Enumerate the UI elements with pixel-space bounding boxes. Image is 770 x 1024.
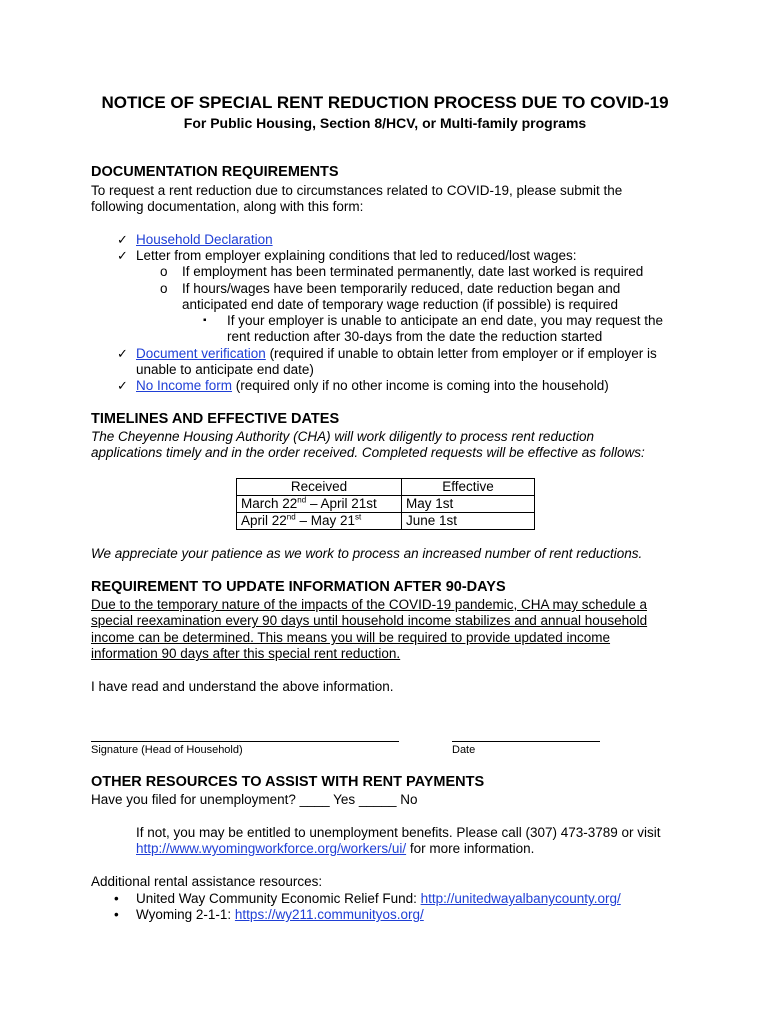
circle-bullet-icon: o	[160, 281, 168, 296]
united-way-item	[136, 891, 621, 908]
page-title: NOTICE OF SPECIAL RENT REDUCTION PROCESS DUE TO COVID-19	[101, 93, 669, 112]
no-income-item	[136, 378, 609, 395]
signature-line[interactable]	[91, 741, 399, 742]
received-date-end: – April 21st	[306, 496, 377, 511]
wyoming-211-text: Wyoming 2-1-1:	[136, 907, 235, 922]
circle-bullet-icon: o	[160, 264, 168, 279]
united-way-link[interactable]: http://unitedwayalbanycounty.org/	[420, 891, 621, 906]
ordinal-suffix: nd	[286, 512, 296, 522]
effective-cell: May 1st	[402, 496, 535, 513]
wyoming-workforce-link[interactable]: http://www.wyomingworkforce.org/workers/ui/	[136, 841, 407, 856]
wyoming-211-item	[136, 907, 424, 924]
date-label: Date	[452, 744, 476, 756]
employer-letter-item: Letter from employer explaining conditions that led to reduced/lost wages:	[136, 248, 577, 263]
received-date-end: – May 21	[295, 513, 355, 528]
no-income-form-link[interactable]: No Income form	[136, 378, 233, 393]
acknowledge-statement: I have read and understand the above information.	[91, 679, 394, 694]
checkmark-icon: ✓	[117, 232, 128, 247]
checkmark-icon: ✓	[117, 248, 128, 263]
document-verification-item	[136, 346, 657, 363]
update-heading: REQUIREMENT TO UPDATE INFORMATION AFTER 90-DAYS	[91, 579, 506, 595]
table-header-row	[237, 479, 535, 496]
resources-heading: OTHER RESOURCES TO ASSIST WITH RENT PAYMENTS	[91, 774, 485, 790]
subsub-item-line1: If your employer is unable to anticipate an end date, you may request the	[227, 313, 664, 328]
sub-item-terminated: If employment has been terminated permanently, date last worked is required	[182, 264, 644, 279]
received-date-start: April 22	[241, 513, 287, 528]
column-header-effective: Effective	[402, 479, 535, 496]
date-line[interactable]	[452, 741, 600, 742]
effective-dates-table	[236, 478, 535, 530]
additional-resources-label: Additional rental assistance resources:	[91, 874, 323, 889]
united-way-text: United Way Community Economic Relief Fund:	[136, 891, 421, 906]
checkmark-icon: ✓	[117, 346, 128, 361]
document-verification-link[interactable]: Document verification	[136, 346, 266, 361]
update-line4: information 90 days after this special rent reduction.	[91, 646, 401, 661]
square-bullet-icon: ▪	[203, 315, 207, 326]
ordinal-suffix: nd	[297, 495, 307, 505]
effective-cell: June 1st	[402, 513, 535, 530]
ordinal-suffix: st	[354, 512, 362, 522]
update-line2: special reexamination every 90 days until household income stabilizes and annual household	[91, 613, 648, 628]
received-cell	[237, 513, 402, 530]
bullet-icon: •	[114, 907, 119, 922]
timelines-heading: TIMELINES AND EFFECTIVE DATES	[91, 411, 340, 427]
checkmark-icon: ✓	[117, 378, 128, 393]
table-row	[237, 496, 535, 513]
document-verification-text: (required if unable to obtain letter from employer or if employer is	[265, 346, 657, 361]
unemployment-question: Have you filed for unemployment? ____ Yes _____ No	[91, 792, 418, 807]
received-cell	[237, 496, 402, 513]
timelines-line2: applications timely and in the order received. Completed requests will be effective as follows:	[91, 445, 645, 460]
bullet-icon: •	[114, 891, 119, 906]
received-date-start: March 22	[241, 496, 298, 511]
subsub-item-line2: rent reduction after 30-days from the date the reduction started	[227, 329, 603, 344]
documentation-heading: DOCUMENTATION REQUIREMENTS	[91, 164, 339, 180]
unemployment-info-line2	[136, 841, 534, 858]
signature-label: Signature (Head of Household)	[91, 744, 243, 756]
table-row	[237, 513, 535, 530]
page-subtitle: For Public Housing, Section 8/HCV, or Multi-family programs	[183, 115, 587, 131]
unemployment-info-line1: If not, you may be entitled to unemployment benefits. Please call (307) 473-3789 or visit	[136, 825, 661, 840]
appreciate-note: We appreciate your patience as we work to process an increased number of rent reductions.	[91, 546, 643, 561]
update-line1: Due to the temporary nature of the impacts of the COVID-19 pandemic, CHA may schedule a	[91, 597, 648, 612]
timelines-line1: The Cheyenne Housing Authority (CHA) will work diligently to process rent reduction	[91, 429, 594, 444]
more-info-text: for more information.	[406, 841, 535, 856]
sub-item-reduced-line1: If hours/wages have been temporarily reduced, date reduction began and	[182, 281, 621, 296]
update-line3: income can be determined. This means you will be required to provide updated income	[91, 630, 611, 645]
household-declaration-link[interactable]: Household Declaration	[136, 232, 273, 247]
sub-item-reduced-line2: anticipated end date of temporary wage reduction (if possible) is required	[182, 297, 618, 312]
wyoming-211-link[interactable]: https://wy211.communityos.org/	[234, 907, 424, 922]
documentation-intro-line2: following documentation, along with this form:	[91, 199, 364, 214]
document-verification-line2: unable to anticipate end date)	[136, 362, 314, 377]
no-income-text: (required only if no other income is coming into the household)	[232, 378, 609, 393]
column-header-received: Received	[237, 479, 402, 496]
documentation-intro-line1: To request a rent reduction due to circumstances related to COVID-19, please submit the	[91, 183, 623, 198]
